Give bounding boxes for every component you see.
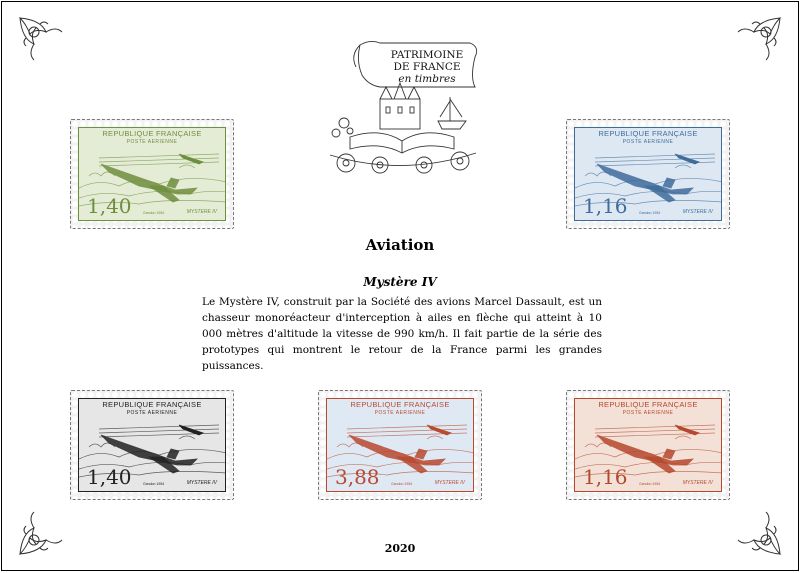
page-subtitle: Mystère IV (363, 275, 437, 289)
stamp-subheader: POSTE AERIENNE (374, 410, 426, 416)
stamp-header: REPUBLIQUE FRANÇAISE (350, 400, 450, 409)
stamp-blue-1-16 (566, 119, 730, 229)
stamp-red-1-16 (566, 390, 730, 500)
corner-ornament-icon (734, 14, 784, 64)
stamp-sheet (1, 1, 799, 571)
page-title: Aviation (365, 236, 435, 254)
stamp-subheader: POSTE AERIENNE (622, 410, 674, 416)
stamp-model: MYSTERE IV (434, 480, 465, 486)
stamp-black-1-40 (70, 390, 234, 500)
stamp-header: REPUBLIQUE FRANÇAISE (102, 129, 202, 138)
stamp-face (326, 398, 474, 492)
logo-line-2: DE FRANCE (393, 61, 461, 73)
stamp-value: 1,40 (87, 465, 132, 489)
stamp-face (574, 127, 722, 221)
stamp-header: REPUBLIQUE FRANÇAISE (598, 129, 698, 138)
stamp-model: MYSTERE IV (682, 480, 713, 486)
patrimoine-logo (320, 37, 485, 177)
logo-line-1: PATRIMOINE (390, 49, 464, 61)
stamp-engraver: Gandon 1954 (639, 211, 661, 215)
stamp-face (78, 127, 226, 221)
stamp-subheader: POSTE AERIENNE (126, 410, 178, 416)
year-label: 2020 (384, 542, 416, 555)
stamp-engraver: Gandon 1954 (143, 482, 165, 486)
stamp-face (78, 398, 226, 492)
stamp-subheader: POSTE AERIENNE (622, 139, 674, 145)
stamp-engraver: Gandon 1954 (639, 482, 661, 486)
stamp-subheader: POSTE AERIENNE (126, 139, 178, 145)
logo-line-3: en timbres (398, 73, 456, 85)
stamp-green-1-40 (70, 119, 234, 229)
stamp-engraver: Gandon 1954 (143, 211, 165, 215)
stamp-header: REPUBLIQUE FRANÇAISE (598, 400, 698, 409)
stamp-model: MYSTERE IV (186, 209, 217, 215)
corner-ornament-icon (16, 14, 66, 64)
stamp-value: 1,16 (583, 194, 628, 218)
stamp-face (574, 398, 722, 492)
description-text: Le Mystère IV, construit par la Société des avions Marcel Dassault, est un chasseur monoréacteur d'interception à ailes en flèche qui atteint à 10 000 mètres d'altitude la vitesse de 990 km/h. Il fait partie de la série des prototypes qui montrent le retour de la France parmi les grandes puissances. (202, 296, 602, 372)
stamp-value: 1,16 (583, 465, 628, 489)
stamp-model: MYSTERE IV (682, 209, 713, 215)
stamp-model: MYSTERE IV (186, 480, 217, 486)
stamp-engraver: Gandon 1954 (391, 482, 413, 486)
stamp-header: REPUBLIQUE FRANÇAISE (102, 400, 202, 409)
stamp-value: 1,40 (87, 194, 132, 218)
stamp-red-blue-3-88 (318, 390, 482, 500)
stamp-value: 3,88 (335, 465, 380, 489)
logo-text (372, 49, 482, 85)
